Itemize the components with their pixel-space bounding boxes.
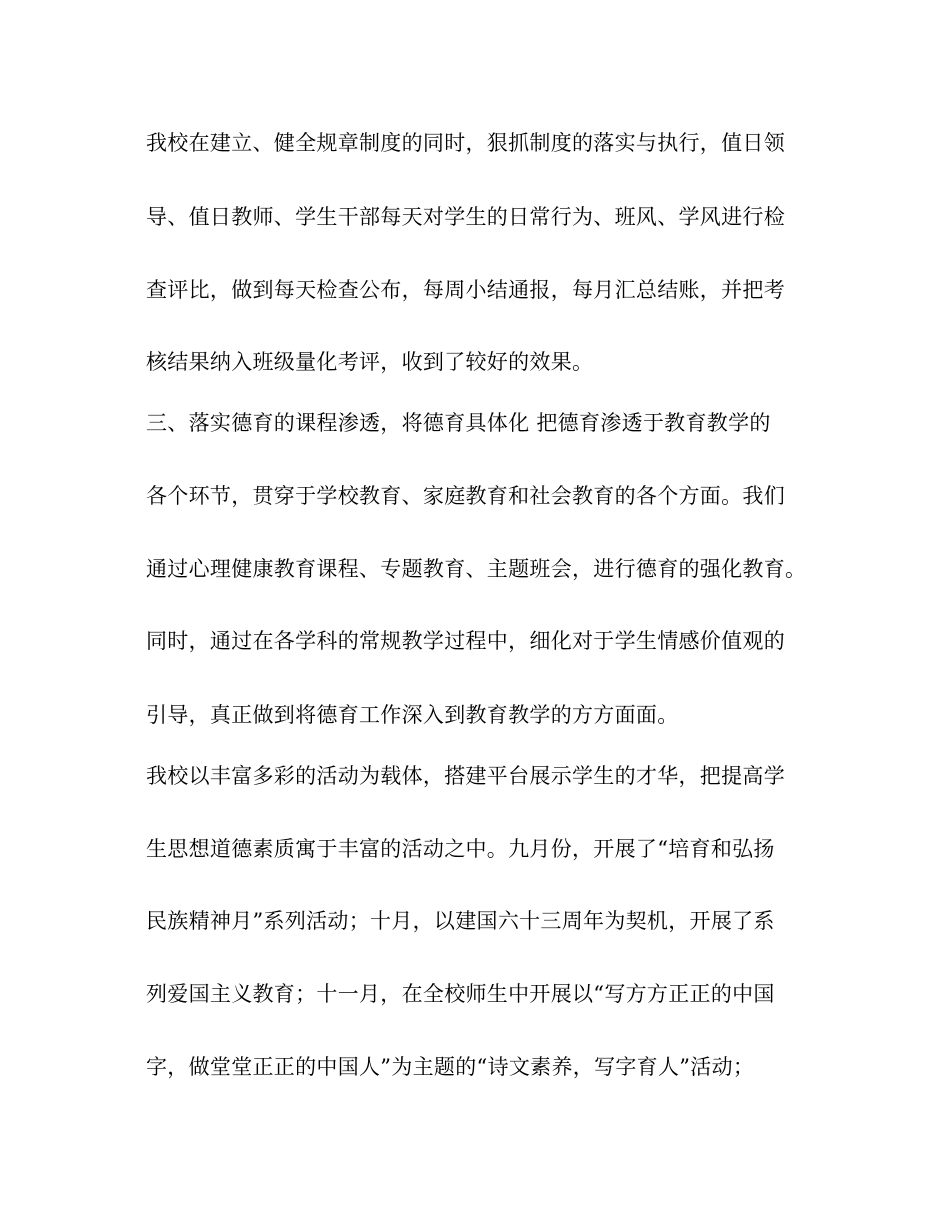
text-line: 字，做堂堂正正的中国人”为主题的“诗文素养，写字育人”活动；	[146, 1055, 755, 1079]
text-line: 各个环节，贯穿于学校教育、家庭教育和社会教育的各个方面。我们	[146, 484, 785, 508]
text-line: 我校以丰富多彩的活动为载体，搭建平台展示学生的才华，把提高学	[146, 764, 785, 788]
text-line: 生思想道德素质寓于丰富的活动之中。九月份，开展了“培育和弘扬	[146, 837, 775, 861]
text-line: 同时，通过在各学科的常规教学过程中，细化对于学生情感价值观的	[146, 629, 785, 653]
text-line: 核结果纳入班级量化考评，收到了较好的效果。	[146, 350, 594, 374]
text-line: 导、值日教师、学生干部每天对学生的日常行为、班风、学风进行检	[146, 205, 785, 229]
text-line: 我校在建立、健全规章制度的同时，狠抓制度的落实与执行，值日领	[146, 131, 785, 155]
text-line: 民族精神月”系列活动；十月，以建国六十三周年为契机，开展了系	[146, 909, 775, 933]
text-line: 三、落实德育的课程渗透，将德育具体化 把德育渗透于教育教学的	[146, 411, 771, 435]
text-line: 通过心理健康教育课程、专题教育、主题班会，进行德育的强化教育。	[146, 557, 807, 581]
text-line: 引导，真正做到将德育工作深入到教育教学的方方面面。	[146, 703, 679, 727]
text-line: 列爱国主义教育；十一月，在全校师生中开展以“写方方正正的中国	[146, 982, 775, 1006]
text-line: 查评比，做到每天检查公布，每周小结通报，每月汇总结账，并把考	[146, 278, 785, 302]
